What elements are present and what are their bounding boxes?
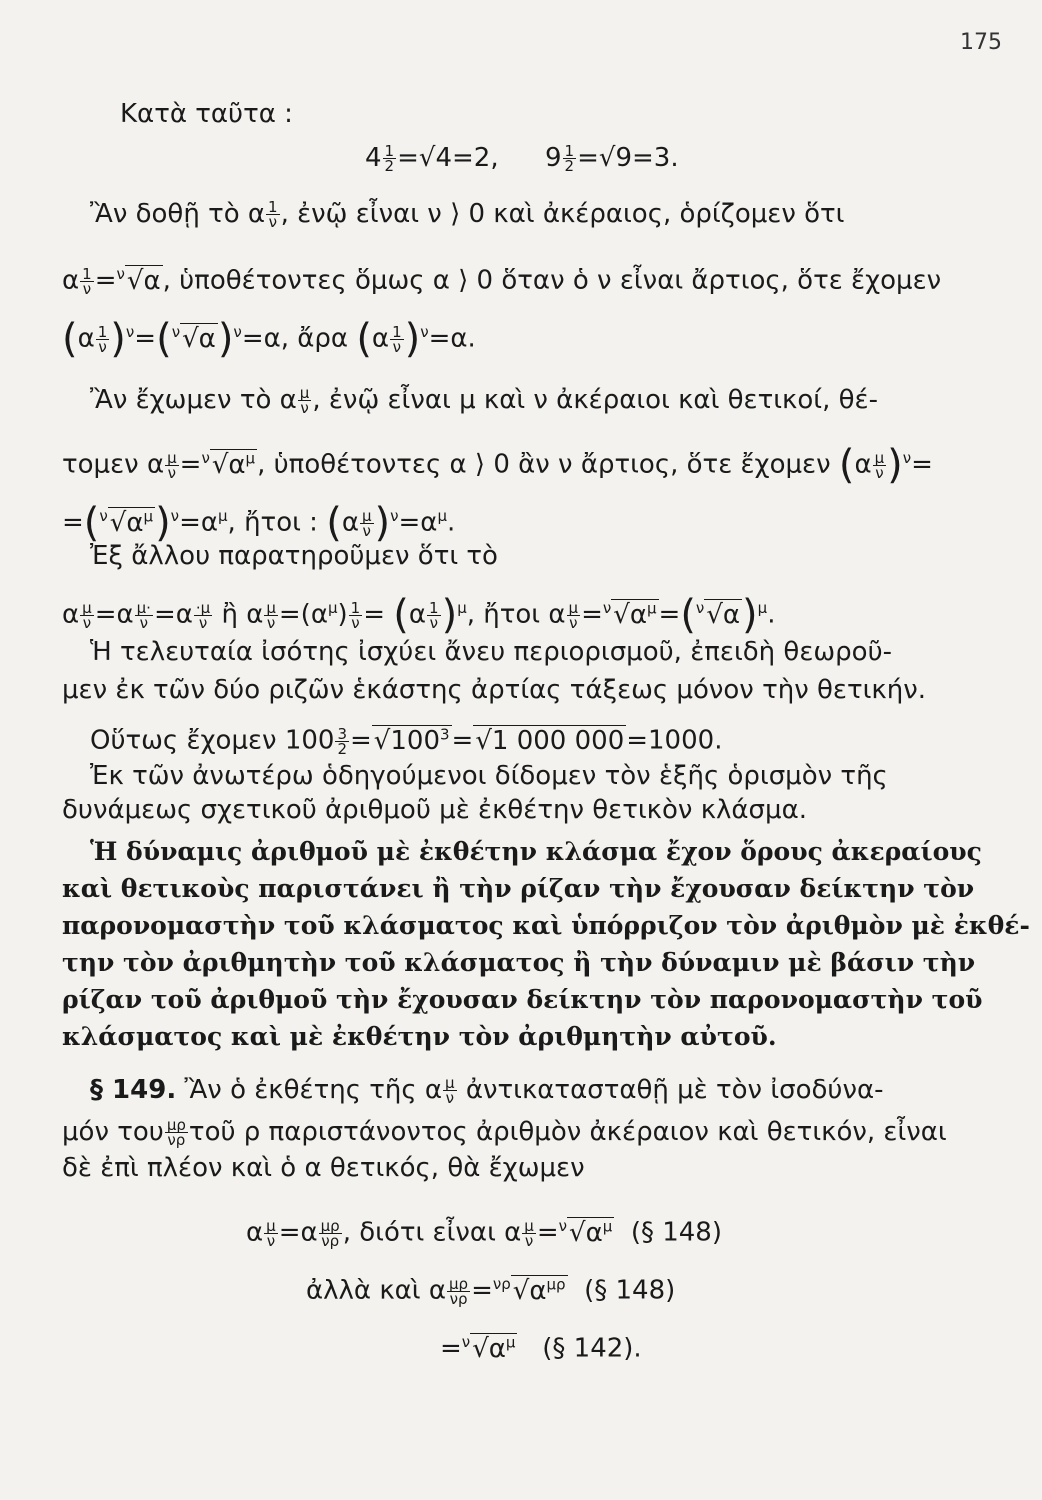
exponent-fraction: $\frac{1}{\nu}$ [268,198,278,231]
radical: √α [126,265,161,296]
intro-text: Κατὰ ταῦτα : [120,99,293,129]
result: =√9=3. [577,143,679,173]
exponent-fraction: $\frac{1}{\nu}$ [82,264,92,298]
exponent-fraction: $\frac{1}{2}$ [564,142,575,175]
page-number: 175 [960,30,1002,55]
base: 9 [545,143,562,173]
section-number: § 149. [90,1075,177,1105]
base: 4 [365,143,382,173]
exponent-fraction: $\frac{1}{2}$ [384,142,395,175]
result: =√4=2, [397,143,499,173]
